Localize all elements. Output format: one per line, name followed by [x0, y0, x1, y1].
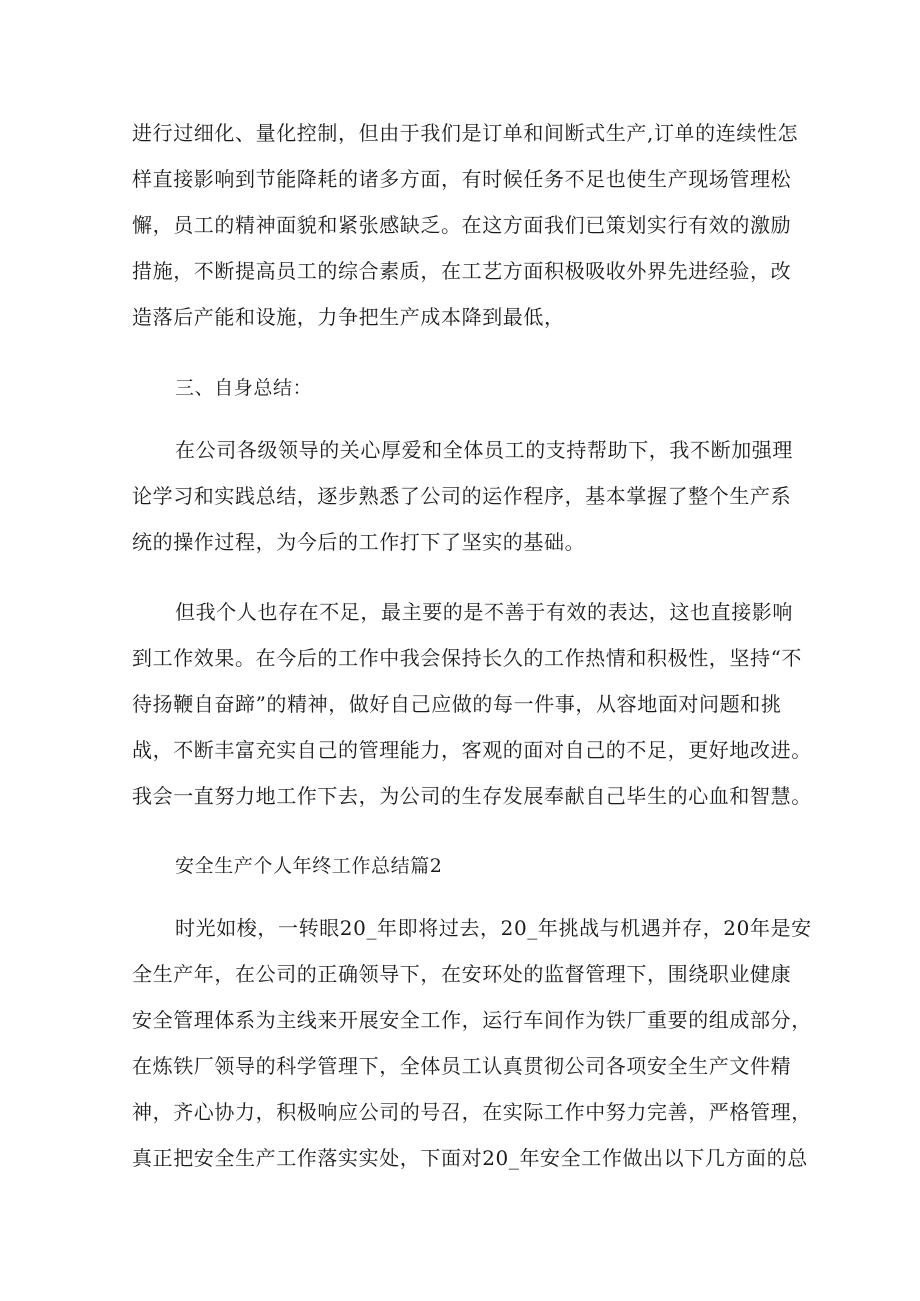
paragraph-line: 措施，不断提高员工的综合素质，在工艺方面积极吸收外界先进经验，改: [132, 259, 792, 283]
paragraph-line: 战，不断丰富充实自己的管理能力，客观的面对自己的不足，更好地改进。: [132, 738, 812, 762]
article-title: 安全生产个人年终工作总结篇2: [175, 855, 443, 877]
paragraph-line: 待扬鞭自奋蹄”的精神，做好自己应做的每一件事，从容地面对问题和挑: [132, 692, 782, 716]
paragraph-line: 安全管理体系为主线来开展安全工作，运行车间作为铁厂重要的组成部分，: [132, 1008, 812, 1032]
paragraph-line: 在炼铁厂领导的科学管理下，全体员工认真贯彻公司各项安全生产文件精: [132, 1054, 792, 1078]
paragraph-line: 到工作效果。在今后的工作中我会保持长久的工作热情和积极性，坚持“不: [132, 646, 803, 670]
paragraph-line: 时光如梭，一转眼20_年即将过去，20_年挑战与机遇并存，20年是安: [175, 916, 812, 940]
paragraph-line: 统的操作过程，为今后的工作打下了坚实的基础。: [132, 530, 586, 554]
section-heading: 三、自身总结：: [175, 377, 313, 399]
paragraph-line: 在公司各级领导的关心厚爱和全体员工的支持帮助下，我不断加强理: [175, 438, 793, 462]
paragraph-line: 造落后产能和设施，力争把生产成本降到最低，: [132, 305, 565, 329]
paragraph-line: 全生产年，在公司的正确领导下，在安环处的监督管理下，围绕职业健康: [132, 962, 792, 986]
paragraph-line: 样直接影响到节能降耗的诸多方面，有时候任务不足也使生产现场管理松: [132, 167, 792, 191]
paragraph-line: 我会一直努力地工作下去，为公司的生存发展奉献自己毕生的心血和智慧。: [132, 784, 812, 808]
paragraph-line: 真正把安全生产工作落实实处，下面对20_年安全工作做出以下几方面的总: [132, 1146, 808, 1170]
paragraph-line: 但我个人也存在不足，最主要的是不善于有效的表达，这也直接影响: [175, 600, 793, 624]
paragraph-line: 论学习和实践总结，逐步熟悉了公司的运作程序，基本掌握了整个生产系: [132, 484, 792, 508]
paragraph-line: 神，齐心协力，积极响应公司的号召，在实际工作中努力完善，严格管理，: [132, 1100, 812, 1124]
paragraph-line: 进行过细化、量化控制，但由于我们是订单和间断式生产,订单的连续性怎: [132, 121, 799, 145]
paragraph-line: 懈，员工的精神面貌和紧张感缺乏。在这方面我们已策划实行有效的激励: [132, 213, 792, 237]
